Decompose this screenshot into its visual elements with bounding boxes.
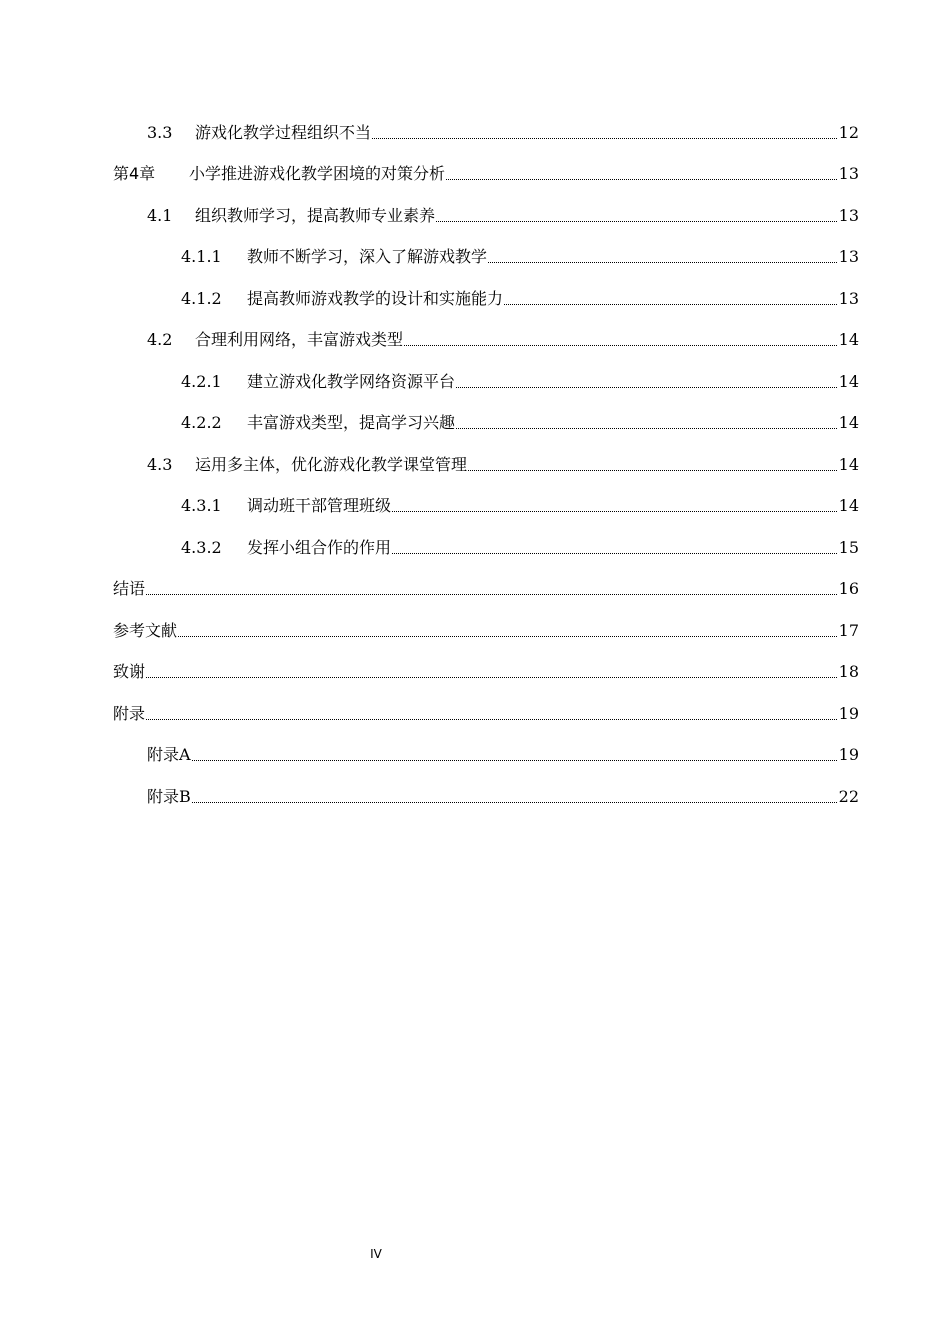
toc-entry-4-3-1[interactable] — [181, 494, 859, 516]
dot-leader — [146, 594, 837, 595]
toc-entry-title: 附录A — [147, 745, 191, 764]
toc-entry-title: 教师不断学习，深入了解游戏教学 — [247, 247, 488, 266]
toc-entry-page: 19 — [838, 745, 859, 764]
toc-entry-title: 结语 — [113, 579, 146, 598]
toc-entry-number: 3.3 — [147, 123, 173, 142]
dot-leader — [446, 179, 837, 180]
toc-entry-number: 4.3 — [147, 455, 173, 474]
toc-entry-number: 4.2 — [147, 330, 173, 349]
toc-entry-page: 17 — [838, 621, 859, 640]
page-number: IV — [370, 1247, 382, 1261]
toc-entry-acknowledgements[interactable] — [113, 660, 859, 682]
toc-entry-page: 13 — [838, 247, 859, 266]
toc-entry-title: 致谢 — [113, 662, 146, 681]
dot-leader — [392, 511, 837, 512]
toc-entry-title: 附录B — [147, 787, 191, 806]
dot-leader — [372, 138, 837, 139]
dot-leader — [146, 677, 837, 678]
toc-entry-title: 调动班干部管理班级 — [247, 496, 392, 515]
toc-entry-title: 运用多主体，优化游戏化教学课堂管理 — [195, 455, 468, 474]
toc-entry-page: 18 — [838, 662, 859, 681]
dot-leader — [468, 470, 837, 471]
toc-entry-title: 提高教师游戏教学的设计和实施能力 — [247, 289, 504, 308]
toc-entry-chapter-4[interactable] — [113, 162, 859, 184]
toc-entry-title: 小学推进游戏化教学困境的对策分析 — [189, 164, 446, 183]
toc-entry-title: 丰富游戏类型，提高学习兴趣 — [247, 413, 456, 432]
toc-entry-conclusion[interactable] — [113, 577, 859, 599]
dot-leader — [146, 719, 837, 720]
toc-entry-number: 4.3.2 — [181, 538, 222, 557]
toc-entry-title: 游戏化教学过程组织不当 — [195, 123, 372, 142]
dot-leader — [456, 387, 837, 388]
toc-entry-number: 4.1.2 — [181, 289, 222, 308]
toc-entry-page: 15 — [838, 538, 859, 557]
toc-entry-4-2-1[interactable] — [181, 370, 859, 392]
toc-entry-4-2-2[interactable] — [181, 411, 859, 433]
toc-entry-4-2[interactable] — [147, 328, 859, 350]
toc-entry-title: 发挥小组合作的作用 — [247, 538, 392, 557]
toc-entry-page: 14 — [838, 372, 859, 391]
toc-entry-page: 14 — [838, 330, 859, 349]
toc-entry-references[interactable] — [113, 619, 859, 641]
toc-entry-title: 建立游戏化教学网络资源平台 — [247, 372, 456, 391]
toc-entry-page: 14 — [838, 413, 859, 432]
dot-leader — [192, 760, 837, 761]
toc-entry-4-1[interactable] — [147, 204, 859, 226]
toc-entry-page: 14 — [838, 496, 859, 515]
toc-entry-page: 16 — [838, 579, 859, 598]
toc-entry-page: 19 — [838, 704, 859, 723]
toc-entry-title: 合理利用网络，丰富游戏类型 — [195, 330, 404, 349]
toc-entry-4-1-1[interactable] — [181, 245, 859, 267]
dot-leader — [488, 262, 837, 263]
toc-entry-title: 组织教师学习，提高教师专业素养 — [195, 206, 436, 225]
toc-entry-page: 13 — [838, 164, 859, 183]
toc-entry-4-1-2[interactable] — [181, 287, 859, 309]
toc-entry-4-3-2[interactable] — [181, 536, 859, 558]
toc-entry-page: 14 — [838, 455, 859, 474]
toc-entry-page: 13 — [838, 289, 859, 308]
toc-entry-3-3[interactable] — [147, 121, 859, 143]
toc-entry-4-3[interactable] — [147, 453, 859, 475]
toc-entry-appendix-b[interactable] — [147, 785, 859, 807]
toc-entry-page: 22 — [838, 787, 859, 806]
dot-leader — [192, 802, 837, 803]
toc-entry-number: 4.1 — [147, 206, 173, 225]
toc-entry-appendix-a[interactable] — [147, 743, 859, 765]
toc-entry-page: 13 — [838, 206, 859, 225]
dot-leader — [392, 553, 837, 554]
dot-leader — [504, 304, 837, 305]
dot-leader — [456, 428, 837, 429]
toc-entry-appendix[interactable] — [113, 702, 859, 724]
dot-leader — [404, 345, 837, 346]
toc-entry-number: 4.2.1 — [181, 372, 222, 391]
toc-entry-page: 12 — [838, 123, 859, 142]
dot-leader — [436, 221, 837, 222]
toc-entry-title: 参考文献 — [113, 621, 178, 640]
dot-leader — [178, 636, 837, 637]
toc-entry-title: 附录 — [113, 704, 146, 723]
toc-entry-number: 第4章 — [113, 164, 156, 183]
toc-entry-number: 4.3.1 — [181, 496, 222, 515]
toc-entry-number: 4.2.2 — [181, 413, 222, 432]
toc-entry-number: 4.1.1 — [181, 247, 222, 266]
